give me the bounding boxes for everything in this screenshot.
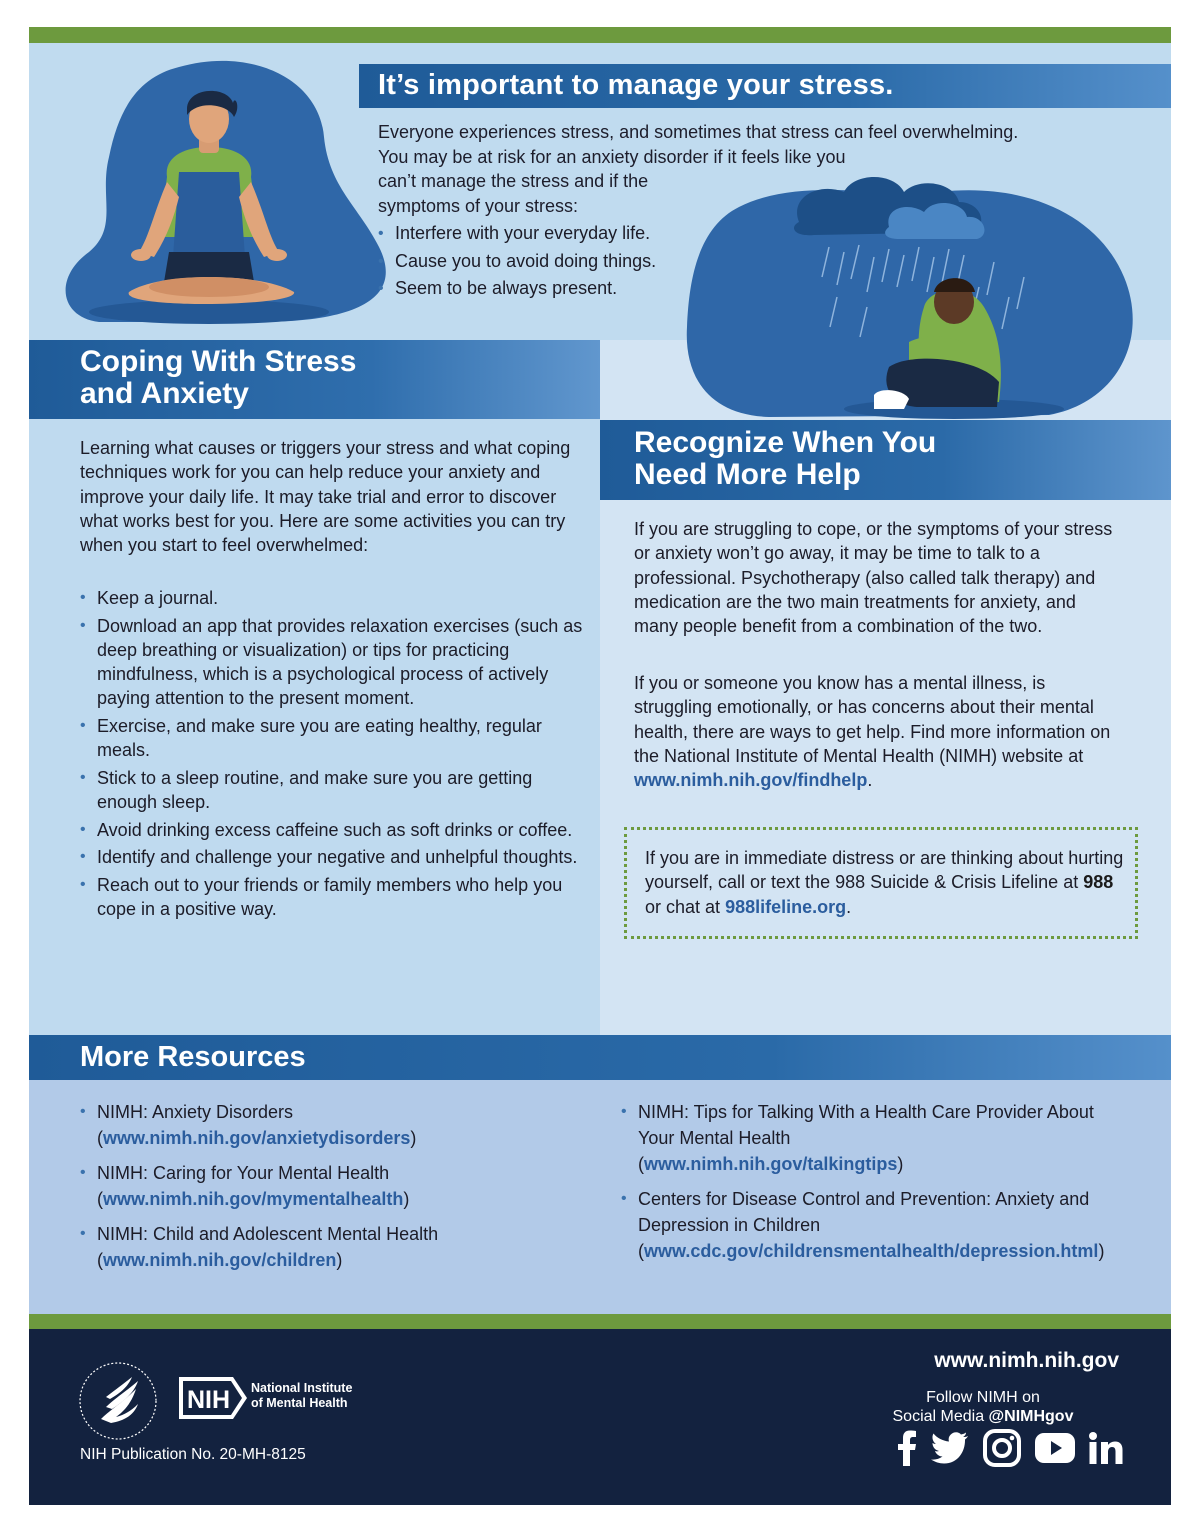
resource-label: NIMH: Tips for Talking With a Health Care Provider About Your Mental Health (638, 1102, 1094, 1148)
hhs-eagle-logo-icon (76, 1359, 160, 1443)
follow-line (853, 1407, 1113, 1426)
title-line: and Anxiety (80, 377, 249, 410)
fact-sheet (29, 27, 1171, 1505)
lifeline-link[interactable]: 988lifeline.org (725, 896, 847, 917)
crisis-text (645, 846, 1125, 919)
hero-intro-line: Everyone experiences stress, and sometimes that stress can feel overwhelming. (378, 122, 1019, 142)
resources-right-list (621, 1099, 1121, 1273)
resource-link[interactable]: www.nimh.nih.gov/anxietydisorders (103, 1128, 411, 1148)
resource-label: NIMH: Caring for Your Mental Health (97, 1163, 390, 1183)
list-item: • Download an app that provides relaxation exercises (such as deep breathing or visualization) or tips for practicing mindfulness, which is a psychological process of actively paying attention to the present moment. (80, 614, 585, 711)
facebook-icon[interactable] (897, 1429, 917, 1467)
recognize-title (634, 427, 936, 491)
instagram-icon[interactable] (983, 1429, 1021, 1467)
list-item: • Seem to be always present. (378, 275, 656, 303)
list-item: • NIMH: Caring for Your Mental Health (www.nimh.nih.gov/mymentalhealth) (80, 1160, 550, 1212)
bottom-green-stripe (29, 1314, 1171, 1329)
list-item: • NIMH: Child and Adolescent Mental Health (www.nimh.nih.gov/children) (80, 1221, 550, 1273)
publication-number: NIH Publication No. 20-MH-8125 (80, 1446, 306, 1463)
hero-intro-line: symptoms of your stress: (378, 195, 579, 216)
resource-link[interactable]: www.nimh.nih.gov/children (103, 1250, 337, 1270)
crisis-text-part: or chat at (645, 896, 721, 917)
recognize-paragraph-2 (634, 671, 1124, 792)
resources-title: More Resources (80, 1041, 306, 1073)
crisis-text-part: If you are in immediate distress or are thinking about hurting yourself, call or text the 988 Suicide & Crisis Lifeline at (645, 848, 1124, 893)
institute-name-line: National Institute (251, 1381, 353, 1395)
youtube-icon[interactable] (1035, 1429, 1075, 1467)
person-in-rain-illustration (679, 167, 1139, 432)
list-item: • Cause you to avoid doing things. (378, 248, 656, 276)
hero-title: It’s important to manage your stress. (378, 69, 894, 101)
website-link[interactable]: www.nimh.nih.gov (934, 1349, 1119, 1372)
hero-intro-line: You may be at risk for an anxiety disorder if it feels like you (378, 146, 846, 167)
coping-title (80, 346, 356, 410)
resources-left-list (80, 1099, 550, 1282)
paragraph-text: If you or someone you know has a mental illness, is struggling emotionally, or has concerns about their mental health, there are ways to get help. Find more information on the National Institute of Mental Health (NIMH) website at (634, 673, 1111, 766)
period: . (846, 896, 852, 917)
social-handle: @NIMHgov (988, 1408, 1074, 1425)
title-line: Coping With Stress (80, 345, 357, 378)
social-icons (897, 1429, 1123, 1467)
list-item: • Avoid drinking excess caffeine such as soft drinks or coffee. (80, 818, 585, 842)
linkedin-icon[interactable] (1089, 1429, 1123, 1467)
resource-link[interactable]: www.cdc.gov/childrensmentalhealth/depression.html (644, 1241, 1099, 1261)
list-item: • Centers for Disease Control and Prevention: Anxiety and Depression in Children (www.cdc.gov/childrensmentalhealth/depression.html) (621, 1186, 1121, 1264)
period: . (867, 770, 873, 791)
nih-logo-text: NIH (187, 1386, 231, 1414)
institute-name (251, 1381, 352, 1411)
list-item: • Reach out to your friends or family members who help you cope in a positive way. (80, 873, 585, 922)
nih-logo-icon (177, 1375, 249, 1421)
follow-text-part: Social Media (892, 1408, 989, 1425)
coping-intro: Learning what causes or triggers your stress and what coping techniques work for you can help reduce your anxiety and improve your daily life. It may take trial and error to discover what works best for you. Here are some activities you can try when you start to feel overwhelmed: (80, 438, 571, 556)
list-item: • Stick to a sleep routine, and make sure you are getting enough sleep. (80, 766, 585, 815)
recognize-paragraph-1: If you are struggling to cope, or the symptoms of your stress or anxiety won’t go away, it may be time to talk to a professional. Psychotherapy (also called talk therapy) and medication are the two main treatments for anxiety, and many people benefit from a combination of the two. (634, 519, 1113, 637)
list-item: • NIMH: Tips for Talking With a Health Care Provider About Your Mental Health (www.nimh.nih.gov/talkingtips) (621, 1099, 1121, 1177)
title-line: Need More Help (634, 458, 861, 491)
crisis-callout-box (624, 827, 1138, 939)
list-item: • NIMH: Anxiety Disorders (www.nimh.nih.gov/anxietydisorders) (80, 1099, 550, 1151)
crisis-number: 988 (1083, 872, 1114, 893)
hero-intro-line: can’t manage the stress and if the (378, 171, 649, 191)
meditating-person-illustration (59, 47, 389, 347)
findhelp-link[interactable]: www.nimh.nih.gov/findhelp (634, 770, 868, 791)
footer (29, 1329, 1171, 1505)
title-line: Recognize When You (634, 426, 937, 459)
resource-link[interactable]: www.nimh.nih.gov/talkingtips (644, 1154, 898, 1174)
list-item: • Keep a journal. (80, 586, 585, 610)
follow-text (853, 1388, 1113, 1426)
list-item: • Exercise, and make sure you are eating healthy, regular meals. (80, 714, 585, 763)
coping-activity-list (80, 586, 585, 925)
twitter-icon[interactable] (931, 1429, 969, 1467)
hero-symptom-list (378, 220, 656, 303)
resource-link[interactable]: www.nimh.nih.gov/mymentalhealth (103, 1189, 404, 1209)
institute-name-line: of Mental Health (251, 1396, 348, 1410)
top-green-stripe (29, 27, 1171, 43)
resource-label: NIMH: Child and Adolescent Mental Health (97, 1224, 439, 1244)
resource-label: Centers for Disease Control and Prevention: Anxiety and Depression in Children (638, 1189, 1090, 1235)
resource-label: NIMH: Anxiety Disorders (97, 1102, 294, 1122)
list-item: • Interfere with your everyday life. (378, 220, 656, 248)
follow-line: Follow NIMH on (926, 1389, 1040, 1406)
list-item: • Identify and challenge your negative and unhelpful thoughts. (80, 845, 585, 869)
